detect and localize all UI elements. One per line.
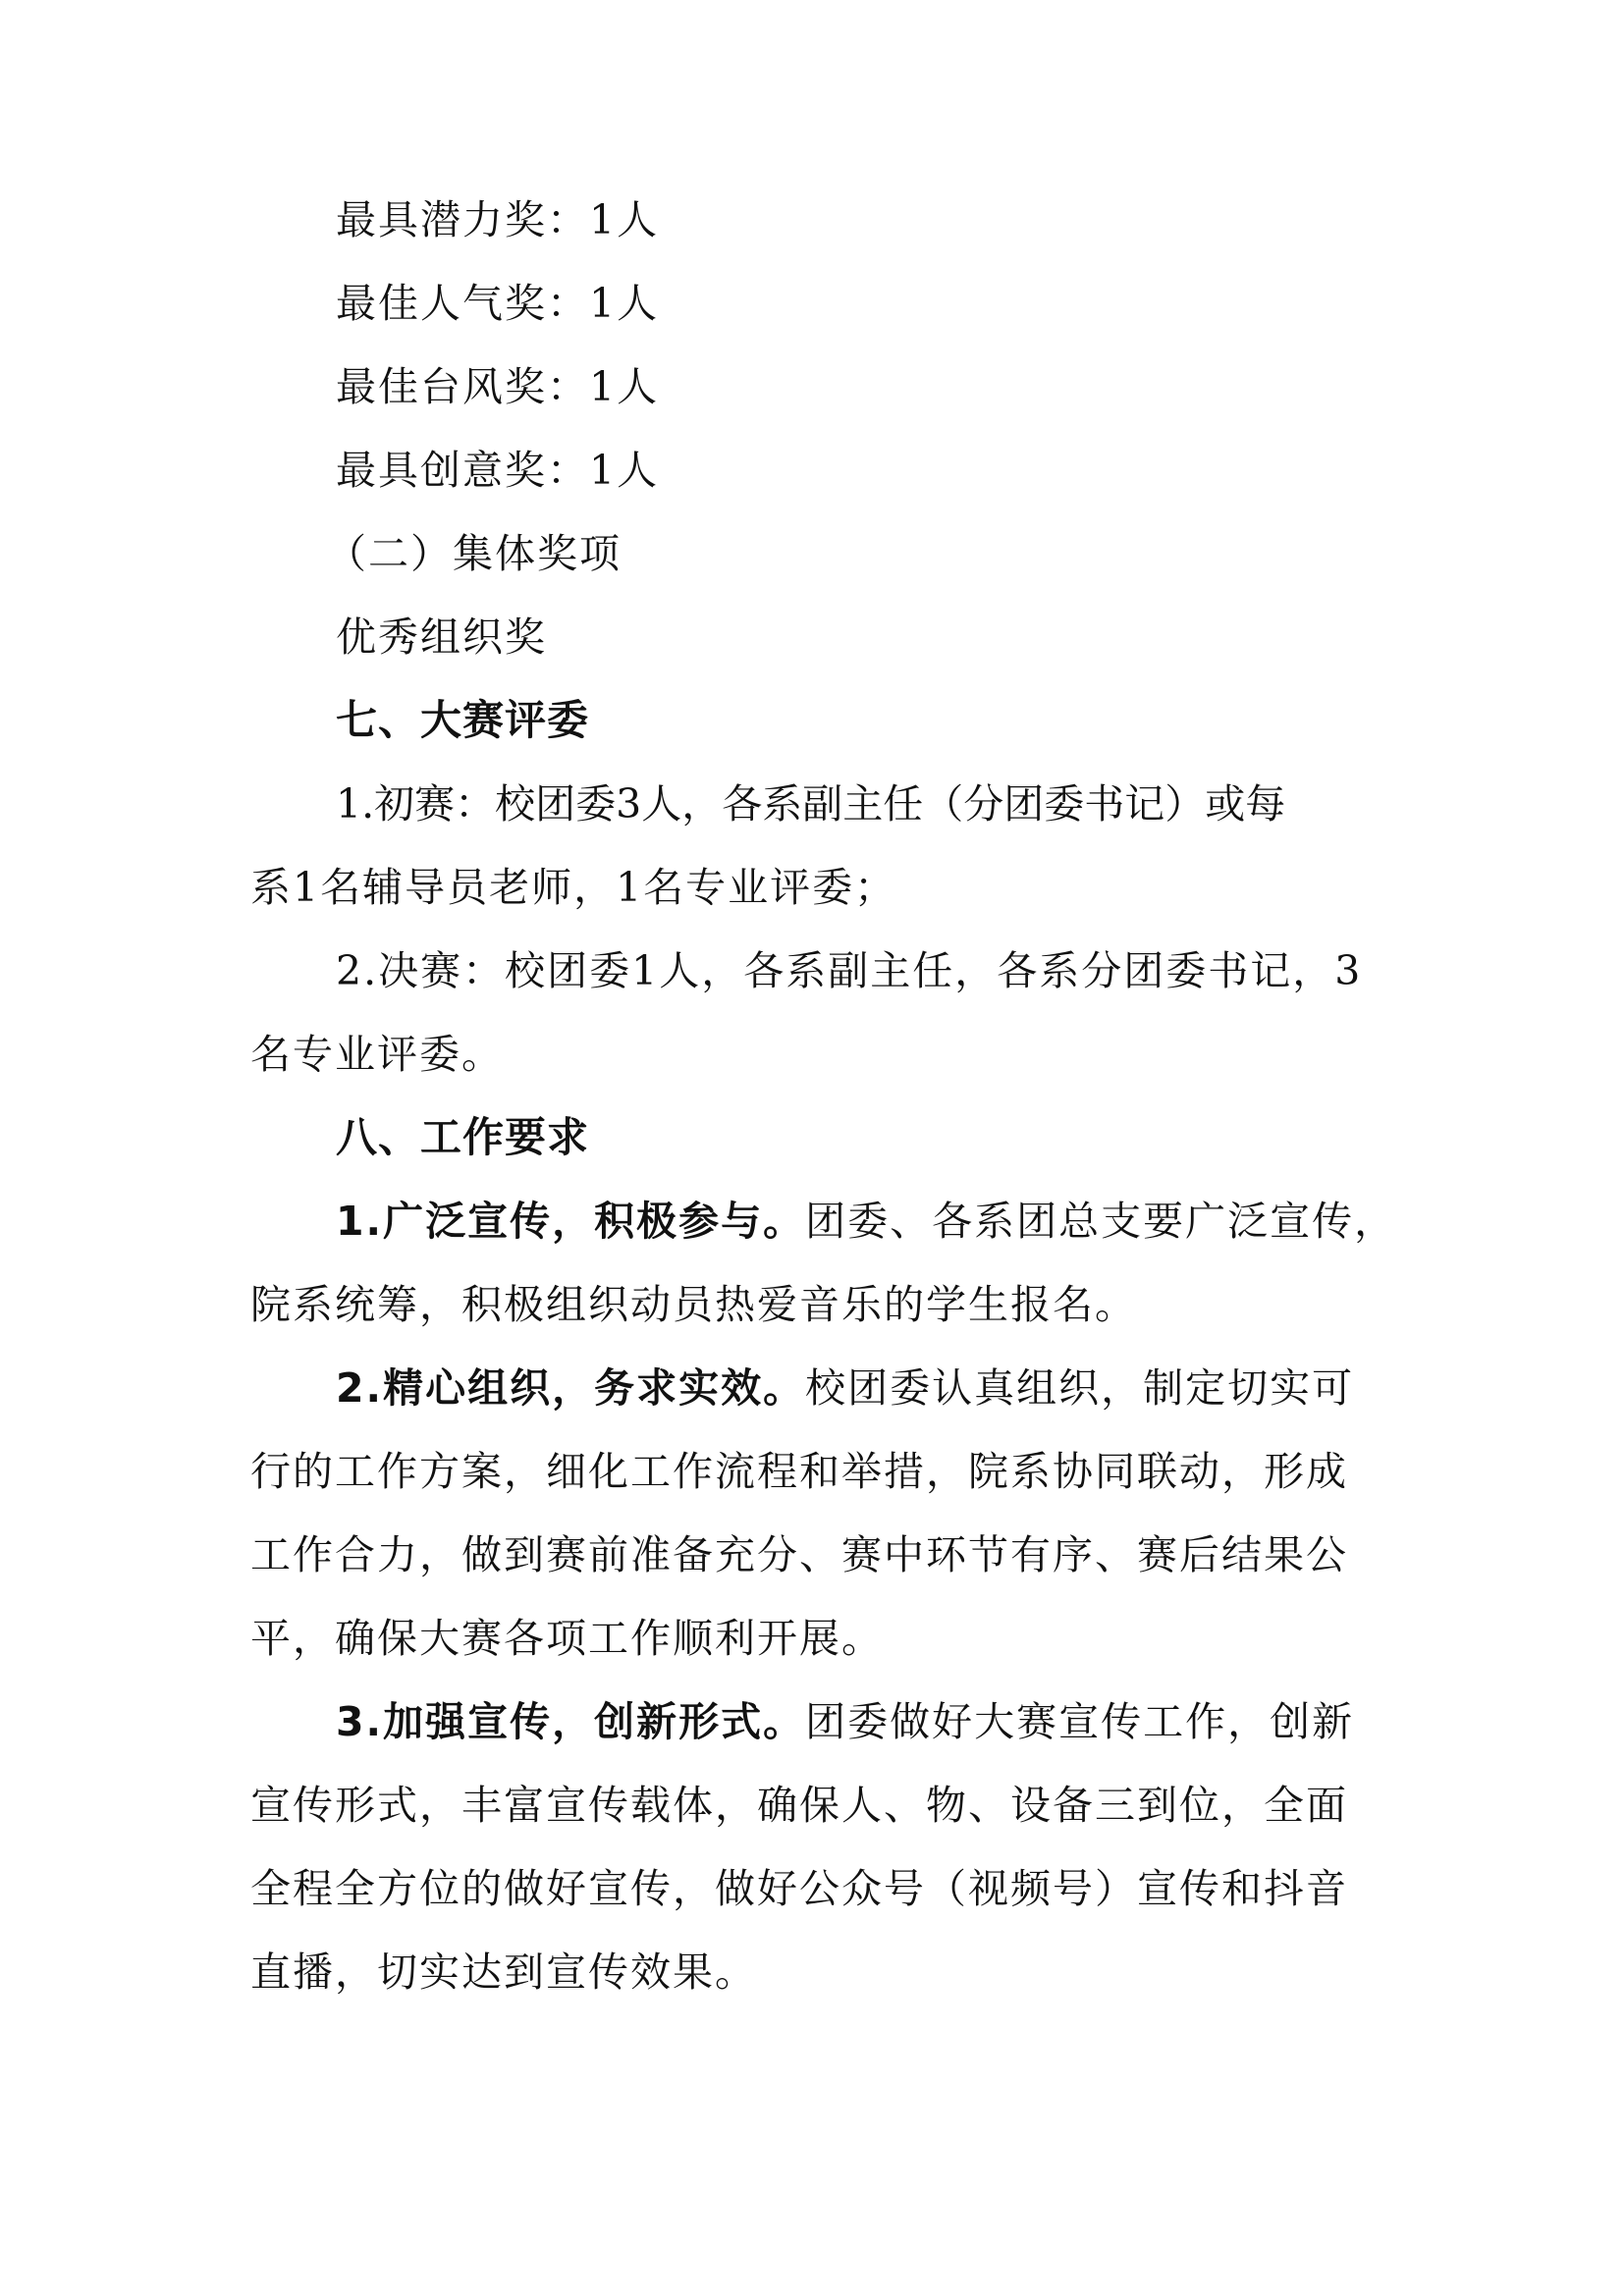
section-7-para-2-line-1: 2.决赛：校团委1人，各系副主任，各系分团委书记，3: [336, 947, 1363, 994]
para-2-lead: 2.精心组织，务求实效。: [336, 1364, 806, 1412]
collective-awards-heading: （二）集体奖项: [326, 530, 622, 577]
section-8-para-3-line-4: 直播，切实达到宣传效果。: [250, 1949, 757, 1996]
award-item-stage-presence: 最佳台风奖：1人: [336, 363, 660, 410]
section-7-para-1-line-2: 系1名辅导员老师，1名专业评委；: [250, 864, 897, 911]
para-1-rest: 团委、各系团总支要广泛宣传，: [805, 1198, 1397, 1245]
section-8-para-3-line-2: 宣传形式，丰富宣传载体，确保人、物、设备三到位，全面: [250, 1782, 1348, 1829]
section-7-para-2-line-2: 名专业评委。: [250, 1031, 504, 1078]
section-8-para-1-line-1: [336, 1194, 1475, 1249]
para-3-lead: 3.加强宣传，创新形式。: [336, 1698, 806, 1745]
para-3-rest: 团委做好大赛宣传工作，创新: [805, 1698, 1355, 1745]
section-8-para-3-line-3: 全程全方位的做好宣传，做好公众号（视频号）宣传和抖音: [250, 1865, 1348, 1912]
section-8-para-2-line-1: [336, 1361, 1475, 1415]
award-item-potential: 最具潜力奖：1人: [336, 196, 660, 243]
section-8-heading: 八、工作要求: [336, 1113, 590, 1161]
section-8-para-3-line-1: [336, 1694, 1475, 1749]
para-2-rest: 校团委认真组织，制定切实可: [805, 1364, 1355, 1412]
justified-line: [336, 776, 1370, 831]
para-1-lead: 1.广泛宣传，积极参与。: [336, 1198, 806, 1245]
section-8-para-1-line-2: 院系统筹，积极组织动员热爱音乐的学生报名。: [250, 1281, 1137, 1328]
section-8-para-2-line-3: 工作合力，做到赛前准备充分、赛中环节有序、赛后结果公: [250, 1531, 1348, 1578]
section-7-para-1-line-1: [336, 776, 1370, 831]
section-8-para-2-line-4: 平，确保大赛各项工作顺利开展。: [250, 1615, 884, 1662]
line-text: 1.初赛：校团委3人，各系副主任（分团委书记）或每: [336, 780, 1286, 828]
award-item-popularity: 最佳人气奖：1人: [336, 280, 660, 327]
collective-award-item: 优秀组织奖: [336, 614, 547, 661]
section-8-para-2-line-2: 行的工作方案，细化工作流程和举措，院系协同联动，形成: [250, 1448, 1348, 1495]
section-7-heading: 七、大赛评委: [336, 696, 590, 744]
award-item-creativity: 最具创意奖：1人: [336, 447, 660, 494]
